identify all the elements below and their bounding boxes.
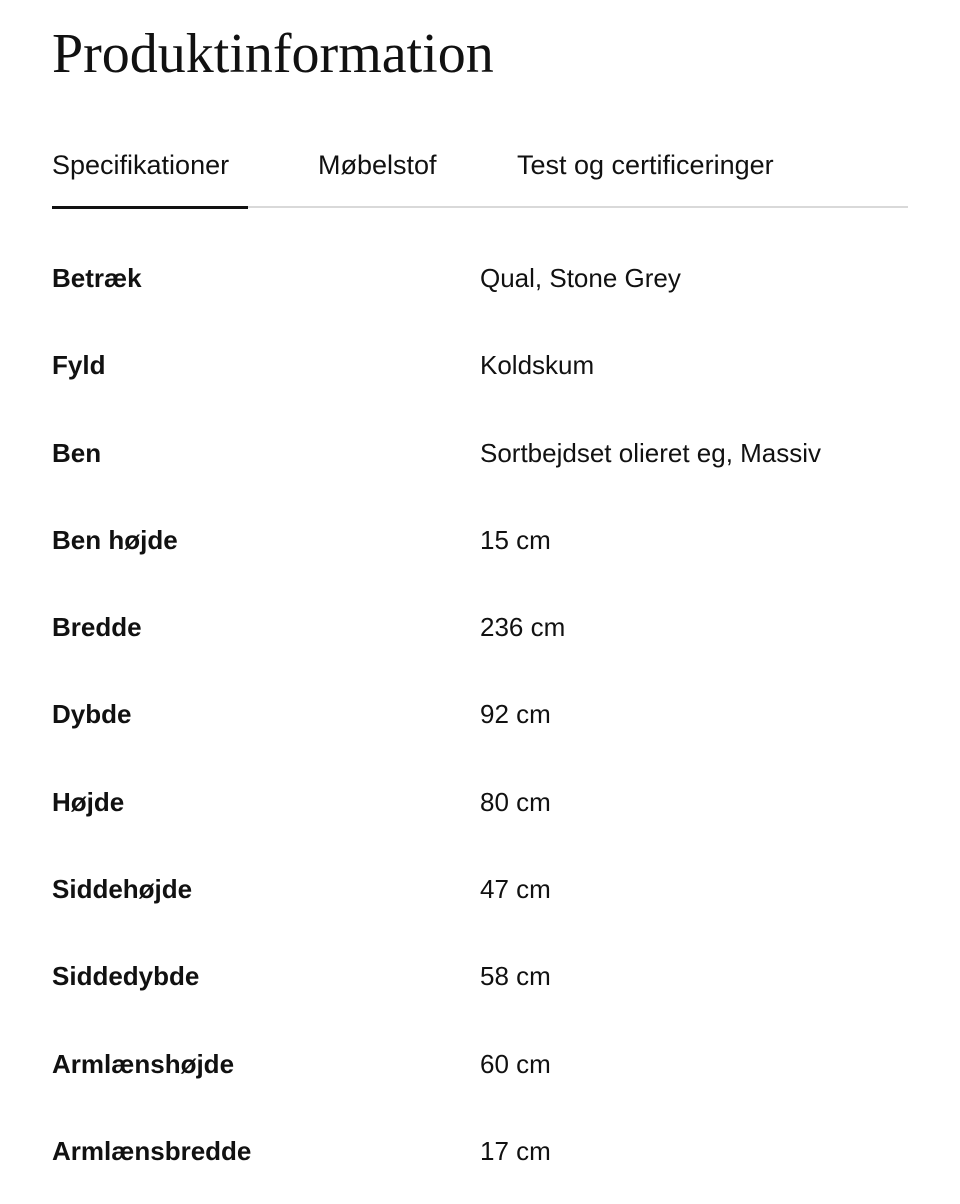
spec-label: Ben <box>52 437 102 468</box>
spec-row-ben-hojde <box>52 498 908 585</box>
spec-row-dybde <box>52 672 908 759</box>
spec-row-hojde <box>52 760 908 847</box>
spec-label: Højde <box>52 786 125 817</box>
spec-label: Siddehøjde <box>52 874 193 905</box>
spec-row-ben <box>52 411 908 498</box>
spec-row-armlaensbredde <box>52 1109 908 1196</box>
spec-row-siddedybde <box>52 934 908 1021</box>
spec-value: 47 cm <box>480 874 551 905</box>
spec-label: Siddedybde <box>52 961 200 992</box>
spec-row-betraek <box>52 236 908 323</box>
spec-label: Armlænshøjde <box>52 1048 235 1079</box>
spec-value: Koldskum <box>480 350 595 381</box>
spec-row-fyld <box>52 323 908 410</box>
spec-row-siddehojde <box>52 847 908 934</box>
spec-label: Betræk <box>52 263 142 293</box>
spec-value: 236 cm <box>480 612 566 643</box>
tab-specifikationer[interactable]: Specifikationer <box>52 138 248 209</box>
spec-value: 92 cm <box>480 699 551 730</box>
spec-label: Armlænsbredde <box>52 1135 252 1166</box>
tab-mobelstof[interactable]: Møbelstof <box>318 150 437 180</box>
spec-value: 80 cm <box>480 786 551 817</box>
spec-value: 58 cm <box>480 961 551 992</box>
page-title: Produktinformation <box>52 23 494 85</box>
spec-value: Sortbejdset olieret eg, Massiv <box>480 437 822 468</box>
tab-bar <box>52 138 908 208</box>
spec-label: Ben højde <box>52 524 178 555</box>
spec-row-armlaenshojde <box>52 1022 908 1109</box>
spec-label: Bredde <box>52 612 142 643</box>
specifications-list <box>52 236 908 1196</box>
tab-test-og-certificeringer[interactable]: Test og certificeringer <box>517 150 774 180</box>
spec-value: 15 cm <box>480 524 551 555</box>
spec-row-bredde <box>52 585 908 672</box>
spec-value: 60 cm <box>480 1048 551 1079</box>
spec-value: Qual, Stone Grey <box>480 263 681 293</box>
spec-label: Dybde <box>52 699 132 730</box>
spec-label: Fyld <box>52 350 106 381</box>
spec-value: 17 cm <box>480 1135 551 1166</box>
